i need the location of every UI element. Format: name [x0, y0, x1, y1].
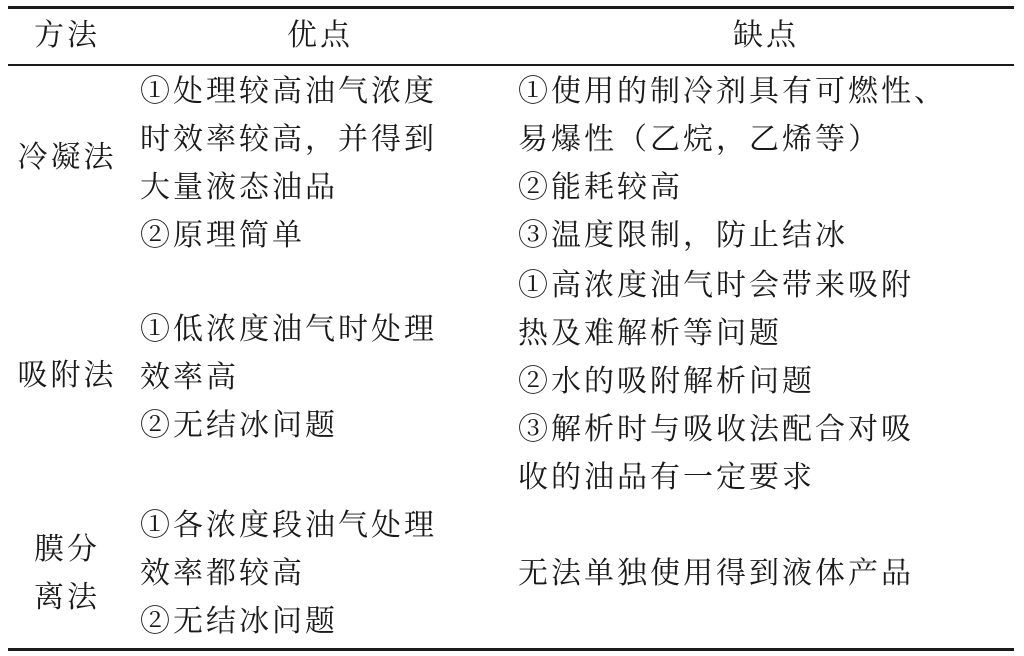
row-membrane-disadvantages — [518, 550, 1018, 598]
disadvantage-line: ③解析时与吸收法配合对吸 — [518, 412, 914, 447]
advantage-line: 效率高 — [140, 360, 239, 395]
method-line: 膜分 — [34, 532, 100, 567]
row-adsorption-method — [8, 352, 126, 400]
method-line: 冷凝法 — [17, 140, 117, 175]
advantage-line: 效率都较高 — [140, 556, 305, 591]
header-disadvantages: 缺点 — [733, 18, 799, 53]
advantage-line: ①各浓度段油气处理 — [140, 508, 437, 543]
method-line: 吸附法 — [17, 358, 117, 393]
disadvantage-line: ①使用的制冷剂具有可燃性、 — [518, 74, 947, 109]
advantage-line: 时效率较高，并得到 — [140, 122, 437, 157]
advantage-line: ①低浓度油气时处理 — [140, 312, 437, 347]
table-top-rule — [8, 6, 1014, 9]
row-adsorption-advantages — [140, 306, 500, 450]
table-header-rule — [8, 64, 1014, 66]
disadvantage-line: 无法单独使用得到液体产品 — [518, 556, 914, 591]
disadvantage-line: 热及难解析等问题 — [518, 316, 782, 351]
advantage-line: ②无结冰问题 — [140, 604, 338, 639]
method-line: 离法 — [34, 580, 100, 615]
disadvantage-line: ②能耗较高 — [518, 170, 683, 205]
row-membrane-method — [8, 526, 126, 622]
advantage-line: 大量液态油品 — [140, 170, 338, 205]
header-advantages: 优点 — [287, 18, 353, 53]
advantage-line: ①处理较高油气浓度 — [140, 74, 437, 109]
disadvantage-line: 易爆性（乙烷，乙烯等） — [518, 122, 881, 157]
row-condensation-disadvantages — [518, 68, 1018, 260]
row-adsorption-disadvantages — [518, 262, 1018, 502]
disadvantage-line: ①高浓度油气时会带来吸附 — [518, 268, 914, 303]
disadvantage-line: ②水的吸附解析问题 — [518, 364, 815, 399]
row-condensation-method — [8, 134, 126, 182]
row-membrane-advantages — [140, 502, 500, 646]
advantage-line: ②原理简单 — [140, 218, 305, 253]
row-condensation-advantages — [140, 68, 500, 260]
header-method: 方法 — [34, 18, 100, 53]
disadvantage-line: ③温度限制，防止结冰 — [518, 218, 848, 253]
table-bottom-rule — [8, 648, 1014, 651]
advantage-line: ②无结冰问题 — [140, 408, 338, 443]
disadvantage-line: 收的油品有一定要求 — [518, 460, 815, 495]
